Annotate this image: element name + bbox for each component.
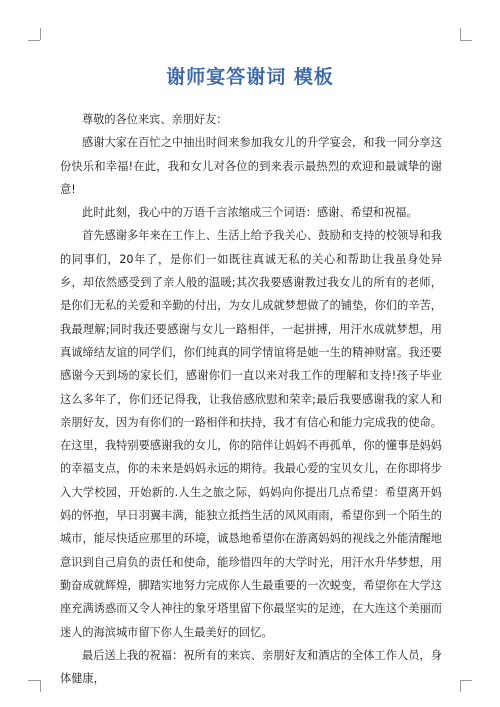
crop-mark-top-left: [40, 28, 41, 40]
crop-mark-bottom-right: [460, 680, 472, 681]
crop-mark-bottom-left: [28, 680, 40, 681]
crop-mark-top-right: [460, 40, 472, 41]
document-body: [60, 108, 442, 690]
crop-mark-bottom-left: [40, 680, 41, 692]
crop-mark-top-right: [460, 28, 461, 40]
greeting-line: 尊敬的各位来宾、亲朋好友：: [82, 113, 228, 126]
paragraph-three-words: 此时此刻，我心中的万语千言浓缩成三个词语：感谢、希望和祝福。: [82, 206, 418, 220]
paragraph-thanks: 感谢大家在百忙之中抽出时间来参加我女儿的升学宴会，和我一同分享这份快乐和幸福!在此，我和女儿对各位的到来表示最热烈的欢迎和最诚挚的谢意!: [60, 136, 442, 196]
document-title: 谢师宴答谢词 模板: [166, 66, 334, 88]
paragraph-gratitude: 首先感谢多年来在工作上、生活上给予我关心、鼓励和支持的校领导和我的同事们，20年了，是你们一如既往真诚无私的关心和帮助让我虽身处异乡，却依然感受到了亲人般的温暖;其次我要感谢教过我女儿的所有的老师，是你们无私的关爱和辛勤的付出，为女儿成就梦想做了的铺垫，你们的辛苦，我最理解;同时我还要感谢与女儿一路相伴，一起拼搏，用汗水成就梦想，用真诚缔结友谊的同学们，你们纯真的同学情谊将是她一生的精神财富。我还要感谢今天到场的家长们，感谢你们一直以来对我工作的理解和支持!孩子毕业这么多年了，你们还记得我，让我倍感欣慰和荣幸;最后我要感谢我的家人和亲朋好友，因为有你们的一路相伴和扶持，我才有信心和能力完成我的使命。在这里，我特别要感谢我的女儿，你的陪伴让妈妈不再孤单，你的懂事是妈妈的幸福支点，你的未来是妈妈永远的期待。我最心爱的宝贝女儿，在你即将步入大学校园，开始新的.人生之旅之际，妈妈向你提出几点希望：希望离开妈妈的怀抱，早日羽翼丰满，能独立抵挡生活的风风雨雨，希望你到一个陌生的城市，能尽快适应那里的环境，诚恳地希望你在游离妈妈的视线之外能清醒地意识到自己肩负的责任和使命，能珍惜四年的大学时光，用汗水升华梦想，用勤奋成就辉煌，脚踏实地努力完成你人生最重要的一次蜕变，希望你在大学这座充满诱惑而又令人神往的象牙塔里留下你最坚实的足迹，在大连这个美丽而迷人的海滨城市留下你人生最美好的回忆。: [60, 229, 442, 639]
crop-mark-bottom-right: [460, 680, 461, 692]
paragraph-blessing: 最后送上我的祝福：祝所有的来宾、亲朋好友和酒店的全体工作人员，身体健康，: [60, 648, 442, 686]
crop-mark-top-left: [28, 40, 40, 41]
